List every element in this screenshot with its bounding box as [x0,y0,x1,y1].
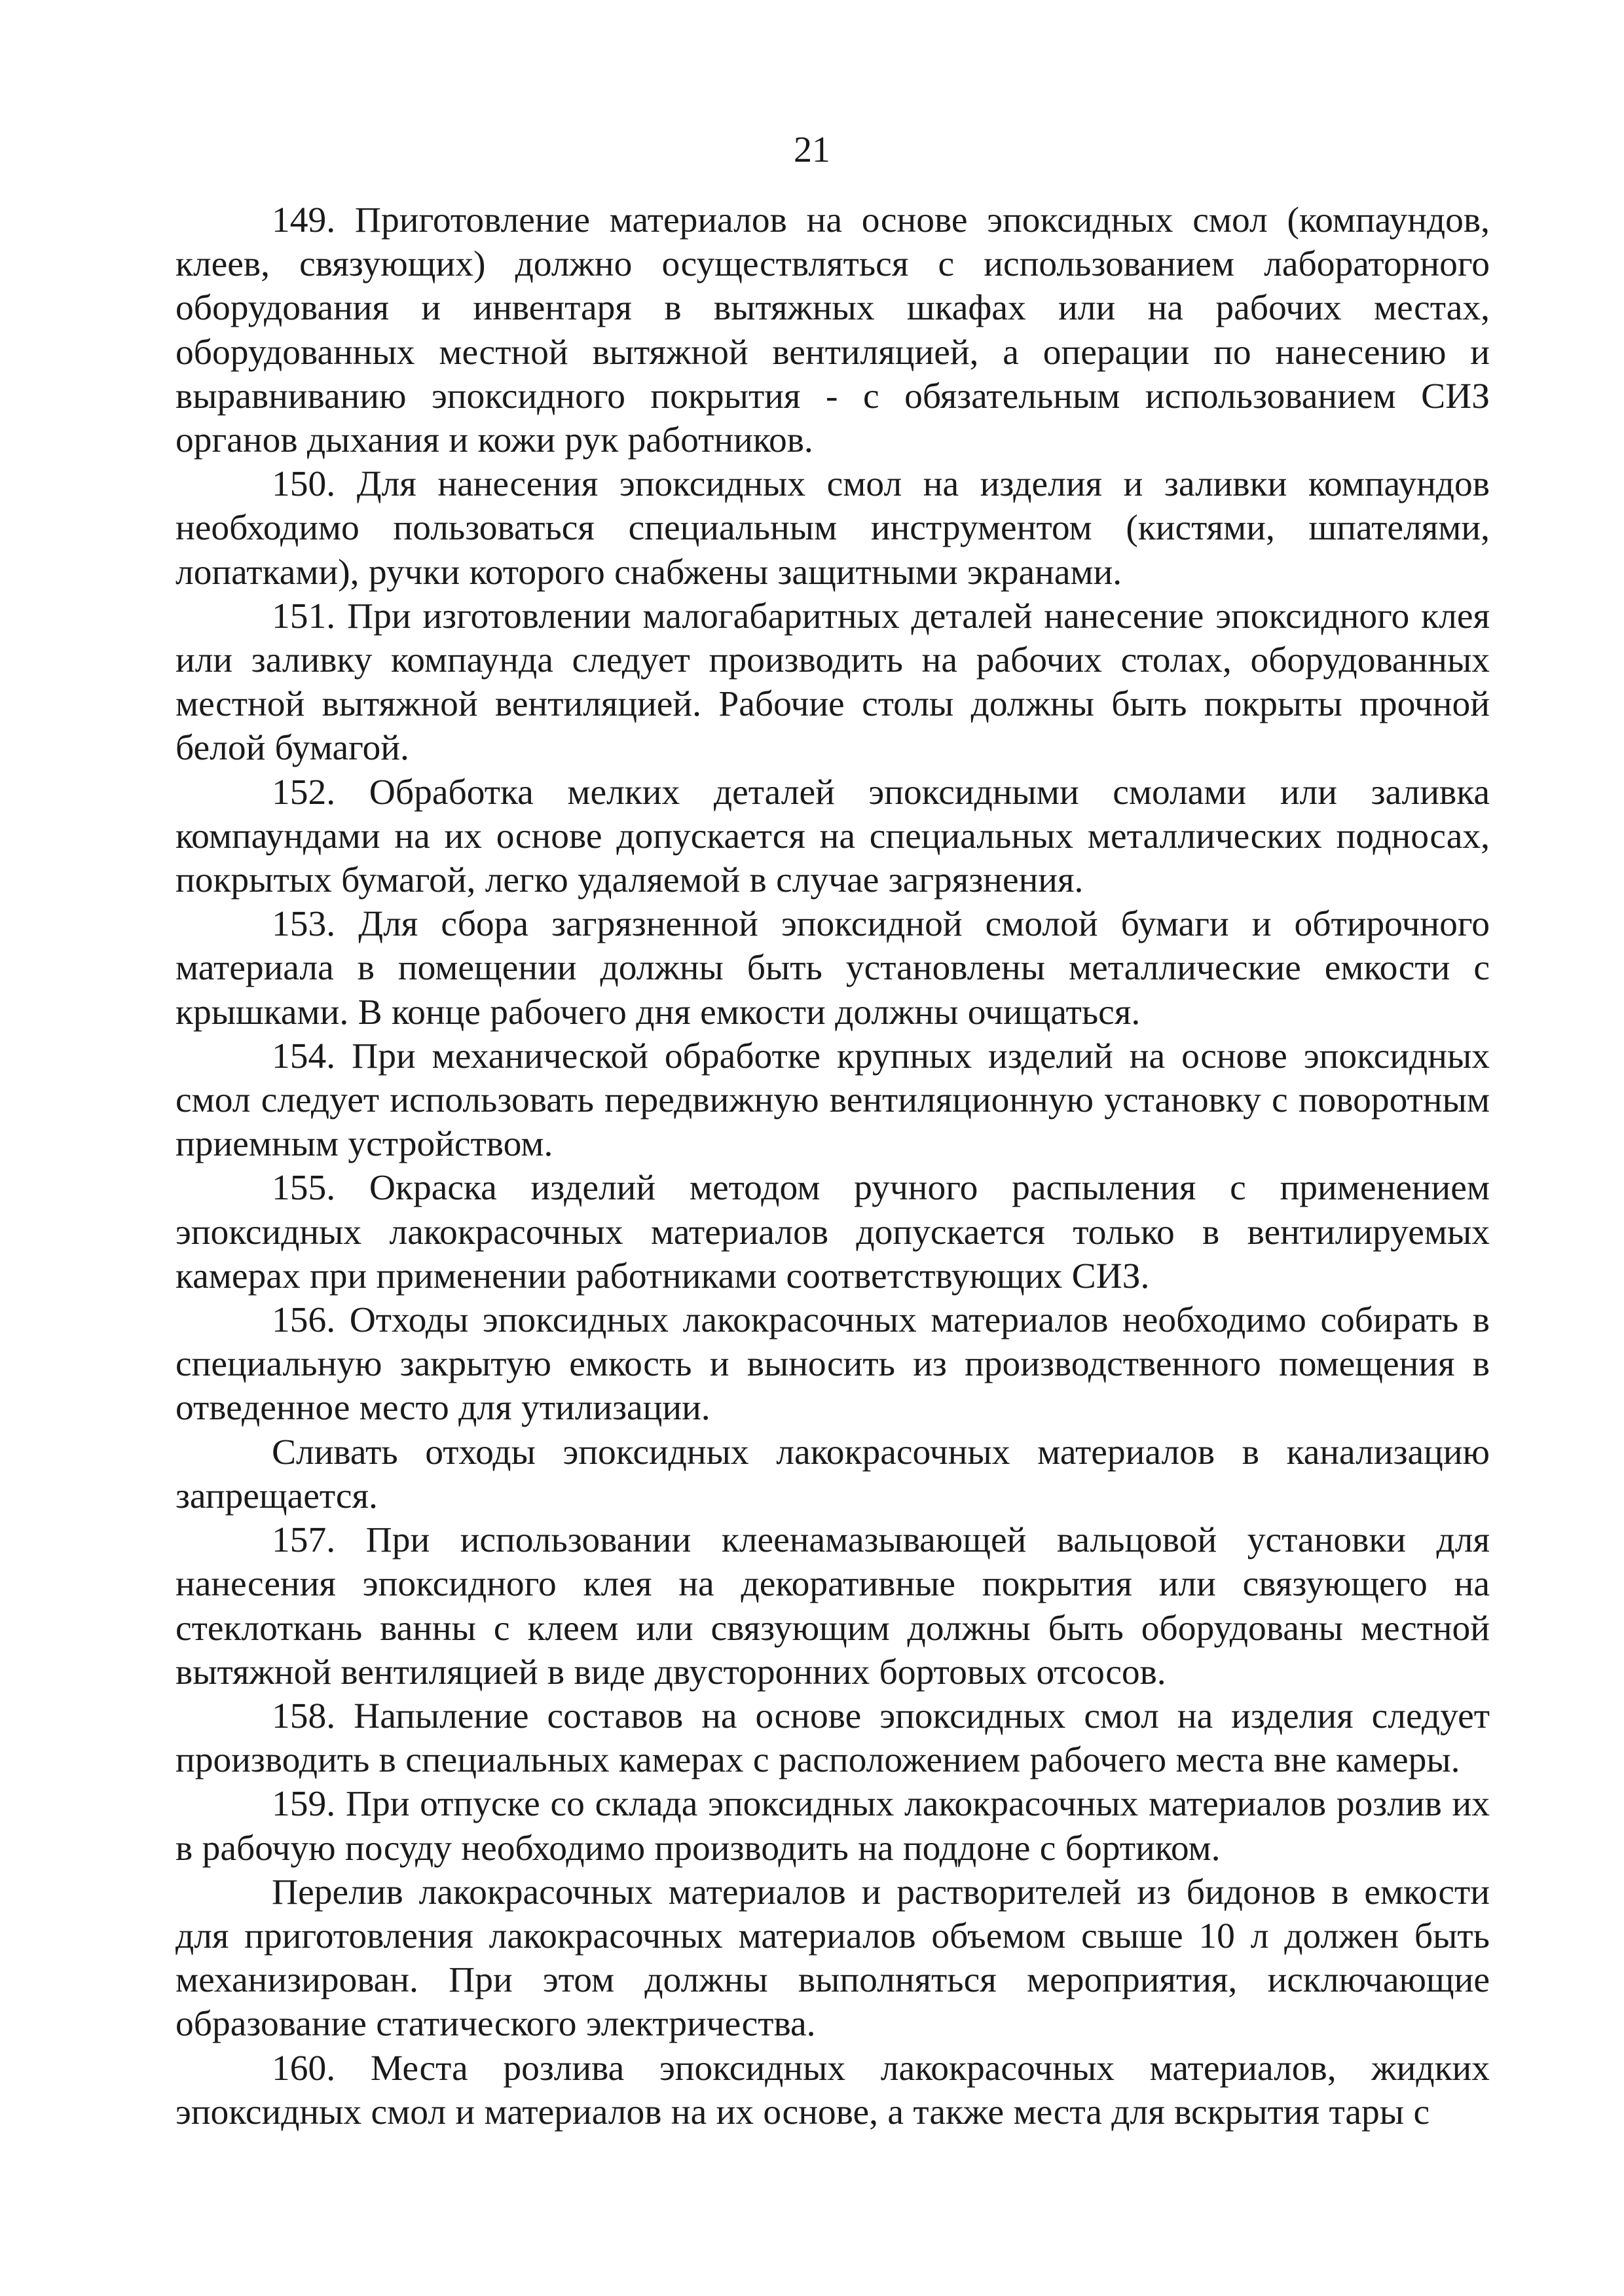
paragraph-149: 149. Приготовление материалов на основе эпоксидных смол (компаундов, клеев, связующих) должно осуществляться с использованием лабораторного оборудования и инвентаря в вытяжных шкафах или на рабочих местах, оборудованных местной вытяжной вентиляцией, а операции по нанесению и выравниванию эпоксидного покрытия - с обязательным использованием СИЗ органов дыхания и кожи рук работников. [175,200,1490,461]
paragraph-159-continuation: Перелив лакокрасочных материалов и растворителей из бидонов в емкости для приготовления лакокрасочных материалов объемом свыше 10 л должен быть механизирован. При этом должны выполняться мероприятия, исключающие образование статического электричества. [175,1872,1490,2045]
paragraph-151: 151. При изготовлении малогабаритных деталей нанесение эпоксидного клея или заливку компаунда следует производить на рабочих столах, оборудованных местной вытяжной вентиляцией. Рабочие столы должны быть покрыты прочной белой бумагой. [175,596,1490,769]
paragraph-154: 154. При механической обработке крупных изделий на основе эпоксидных смол следует использовать передвижную вентиляционную установку с поворотным приемным устройством. [175,1036,1490,1165]
paragraph-155: 155. Окраска изделий методом ручного распыления с применением эпоксидных лакокрасочных материалов допускается только в вентилируемых камерах при применении работниками соответствующих СИЗ. [175,1168,1490,1296]
paragraph-152: 152. Обработка мелких деталей эпоксидными смолами или заливка компаундами на их основе допускается на специальных металлических подносах, покрытых бумагой, легко удаляемой в случае загрязнения. [175,772,1490,901]
paragraph-150: 150. Для нанесения эпоксидных смол на изделия и заливки компаундов необходимо пользоваться специальным инструментом (кистями, шпателями, лопатками), ручки которого снабжены защитными экранами. [175,464,1490,592]
paragraph-160: 160. Места розлива эпоксидных лакокрасочных материалов, жидких эпоксидных смол и материалов на их основе, а также места для вскрытия тары с [175,2048,1490,2132]
document-body [175,198,1490,2134]
paragraph-158: 158. Напыление составов на основе эпоксидных смол на изделия следует производить в специальных камерах с расположением рабочего места вне камеры. [175,1696,1490,1781]
paragraph-156: 156. Отходы эпоксидных лакокрасочных материалов необходимо собирать в специальную закрытую емкость и выносить из производственного помещения в отведенное место для утилизации. [175,1300,1490,1429]
paragraph-159: 159. При отпуске со склада эпоксидных лакокрасочных материалов розлив их в рабочую посуду необходимо производить на поддоне с бортиком. [175,1784,1490,1868]
paragraph-153: 153. Для сбора загрязненной эпоксидной смолой бумаги и обтирочного материала в помещении должны быть установлены металлические емкости с крышками. В конце рабочего дня емкости должны очищаться. [175,904,1490,1032]
paragraph-157: 157. При использовании клеенамазывающей вальцовой установки для нанесения эпоксидного клея на декоративные покрытия или связующего на стеклоткань ванны с клеем или связующим должны быть оборудованы местной вытяжной вентиляцией в виде двусторонних бортовых отсосов. [175,1520,1490,1692]
page-number: 21 [794,130,830,170]
paragraph-156-continuation: Сливать отходы эпоксидных лакокрасочных материалов в канализацию запрещается. [175,1432,1490,1516]
